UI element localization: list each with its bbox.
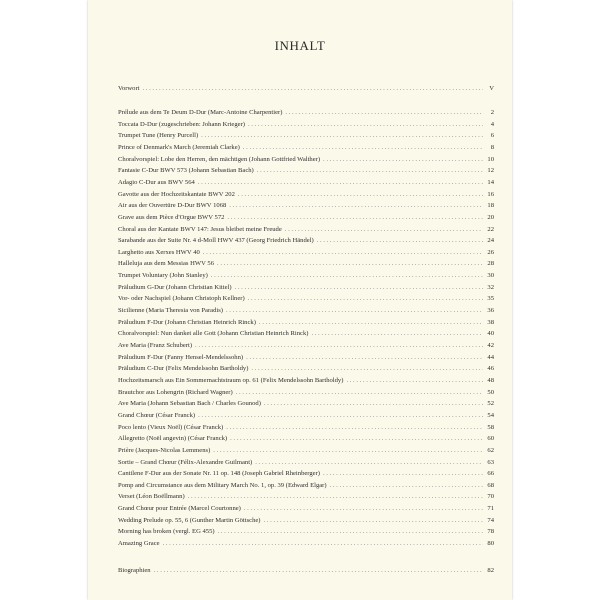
toc-entry-title: Amazing Grace	[118, 540, 160, 548]
page-title: INHALT	[274, 38, 326, 53]
leader-dots	[244, 503, 483, 514]
leader-dots	[235, 282, 483, 293]
toc-entry-page: 63	[487, 458, 494, 466]
toc-entry-title: Prélude aus dem Te Deum D-Dur (Marc-Antoine Charpentier)	[118, 109, 283, 116]
toc-entry-title: Grand Chœur (César Franck)	[118, 411, 196, 419]
toc-row	[118, 107, 494, 118]
toc-row	[118, 305, 494, 316]
toc-row-vorwort	[118, 83, 494, 94]
toc-row	[118, 189, 494, 200]
leader-dots	[243, 142, 483, 153]
toc-entry-page: 74	[487, 516, 494, 524]
leader-dots	[264, 515, 484, 526]
toc-row	[118, 526, 494, 537]
toc-row	[118, 247, 494, 258]
toc-row	[118, 387, 494, 398]
toc-row	[118, 282, 494, 293]
toc-row	[118, 433, 494, 444]
leader-dots	[217, 258, 483, 269]
toc-row	[118, 480, 494, 491]
leader-dots	[211, 270, 483, 281]
leader-dots	[198, 177, 483, 188]
toc-entry-title: Toccata D-Dur (zugeschrieben: Johann Krieger)	[118, 120, 245, 128]
toc-entry-page: 68	[487, 481, 494, 489]
toc-row	[118, 468, 494, 479]
toc-row	[118, 293, 494, 304]
toc-row	[118, 270, 494, 281]
toc-row	[118, 235, 494, 246]
leader-dots	[154, 565, 483, 576]
toc-entry-page: 54	[487, 411, 494, 419]
leader-dots	[317, 235, 483, 246]
leader-dots	[285, 107, 483, 118]
leader-dots	[226, 422, 483, 433]
leader-dots	[248, 119, 483, 130]
toc-entry-title: Ave Maria (Johann Sebastian Bach / Charles Gounod)	[118, 400, 261, 408]
toc-entry-page: 26	[487, 248, 494, 256]
toc-entry-page: 42	[487, 342, 494, 349]
toc-entry-page: 60	[487, 435, 494, 443]
leader-dots	[257, 165, 483, 176]
toc-entry-page: 8	[490, 143, 494, 151]
toc-entry-title: Choralvorspiel: Lobe den Herren, den mächtigen (Johann Gottfried Walther)	[118, 155, 321, 163]
toc-row	[118, 200, 494, 211]
toc-entry-page: 14	[487, 178, 494, 186]
toc-entry-page: 58	[487, 423, 494, 431]
toc-row-biographien	[118, 565, 494, 576]
toc-row	[118, 491, 494, 502]
toc-row	[118, 119, 494, 130]
toc-row	[118, 515, 494, 526]
toc-entry-title: Wedding Prelude op. 55, 6 (Gunther Martin Göttsche)	[118, 516, 261, 524]
toc-entry-title: Sarabande aus der Suite Nr. 4 d-Moll HWV 437 (Georg Friedrich Händel)	[118, 237, 314, 245]
toc-entry-title: Grave aus dem Pièce d'Orgue BWV 572	[118, 213, 225, 221]
leader-dots	[251, 363, 483, 374]
leader-dots	[236, 387, 483, 398]
leader-dots	[201, 130, 483, 141]
toc-entry-page: 35	[487, 295, 494, 303]
toc-entry-page: 44	[487, 353, 494, 361]
toc-row	[118, 410, 494, 421]
toc-row	[118, 340, 494, 351]
toc-entry-title: Präludium F-Dur (Johann Christian Heinrich Rinck)	[118, 318, 256, 326]
leader-dots	[213, 445, 483, 456]
toc-entry-title: Cantilene F-Dur aus der Sonate Nr. 11 op. 148 (Joseph Gabriel Rheinberger)	[118, 470, 320, 478]
leader-dots	[248, 293, 483, 304]
leader-dots	[203, 247, 483, 258]
leader-dots	[227, 212, 483, 223]
toc-row	[118, 212, 494, 223]
leader-dots	[323, 154, 483, 165]
toc-entry-page: 2	[490, 109, 494, 116]
toc-entry-page: 66	[487, 470, 494, 478]
book-page	[88, 0, 512, 600]
toc-entry-page: 80	[487, 540, 494, 548]
toc-entry-title: Vor- oder Nachspiel (Johann Christoph Kellner)	[118, 295, 245, 303]
toc-entry-page: 48	[487, 376, 494, 384]
toc-row	[118, 154, 494, 165]
toc-entry-title: Präludium G-Dur (Johann Christian Kittel)	[118, 283, 232, 291]
toc-entry-title: Air aus der Ouvertüre D-Dur BWV 1068	[118, 202, 227, 210]
toc-entry-page: 6	[490, 132, 494, 140]
toc-entry-title: Prince of Denmark's March (Jeremiah Clarke)	[118, 143, 240, 151]
toc-entry-title: Adagio C-Dur aus BWV 564	[118, 178, 195, 186]
toc-row	[118, 224, 494, 235]
toc-row	[118, 352, 494, 363]
toc-entry-page: 71	[487, 505, 494, 513]
toc-entry-title: Choralvorspiel: Nun danket alle Gott (Johann Christian Heinrich Rinck)	[118, 330, 309, 338]
toc-row	[118, 258, 494, 269]
toc-entry-title: Fantasie C-Dur BWV 573 (Johann Sebastian Bach)	[118, 167, 254, 175]
toc-entry-page: 22	[487, 225, 494, 233]
toc-entry-title: Trumpet Voluntary (John Stanley)	[118, 272, 208, 280]
leader-dots	[143, 83, 484, 94]
toc-entry-title: Prière (Jacques-Nicolas Lemmens)	[118, 446, 211, 454]
toc-row	[118, 317, 494, 328]
toc-entry-title: Poco lento (Vieux Noël) (César Franck)	[118, 423, 224, 431]
toc-entry-title: Halleluja aus dem Messias HWV 56	[118, 260, 215, 268]
toc-entry-title: Präludium C-Dur (Felix Mendelssohn Bartholdy)	[118, 365, 249, 373]
toc-entry-title: Gavotte aus der Hochzeitskantate BWV 202	[118, 190, 235, 198]
leader-dots	[238, 189, 483, 200]
toc-row	[118, 177, 494, 188]
toc-entry-page: 38	[487, 318, 494, 326]
toc-entry-page: 10	[487, 155, 494, 163]
toc-entry-page: 50	[487, 388, 494, 396]
toc-row	[118, 165, 494, 176]
toc-entry-page: 4	[490, 120, 494, 128]
leader-dots	[255, 457, 483, 468]
toc-entry-page: 40	[487, 330, 494, 338]
toc-entry-page: 36	[487, 307, 494, 315]
toc-row	[118, 422, 494, 433]
leader-dots	[285, 224, 483, 235]
toc-row	[118, 457, 494, 468]
toc-entry-title: Sortie – Grand Chœur (Félix-Alexandre Guilmant)	[118, 458, 253, 466]
leader-dots	[163, 538, 483, 549]
toc-entry-title: Choral aus der Kantate BWV 147: Jesus bleibet meine Freude	[118, 225, 282, 233]
toc-entry-page: V	[489, 85, 494, 92]
toc-entry-page: 78	[487, 528, 494, 536]
leader-dots	[188, 491, 483, 502]
toc-entry-page: 16	[487, 190, 494, 198]
toc-entry-title: Larghetto aus Xerxes HWV 40	[118, 248, 200, 256]
leader-dots	[230, 433, 483, 444]
leader-dots	[330, 480, 483, 491]
toc-row	[118, 363, 494, 374]
toc-row	[118, 503, 494, 514]
leader-dots	[218, 526, 483, 537]
toc-entry-page: 62	[487, 446, 494, 454]
toc-entry-page: 46	[487, 365, 494, 373]
toc-entry-title: Morning has broken (vergl. EG 455)	[118, 528, 215, 536]
toc-entry-page: 18	[487, 202, 494, 210]
leader-dots	[259, 317, 483, 328]
leader-dots	[198, 410, 483, 421]
toc-entry-page: 20	[487, 213, 494, 221]
leader-dots	[229, 200, 483, 211]
toc-entry-page: 52	[487, 400, 494, 408]
toc-row	[118, 328, 494, 339]
toc-entry-page: 30	[487, 272, 494, 280]
toc-entry-page: 12	[487, 167, 494, 175]
toc-row	[118, 375, 494, 386]
toc-entry-title: Vorwort	[118, 85, 140, 92]
toc-entry-page: 24	[487, 237, 494, 245]
toc-entry-page: 32	[487, 283, 494, 291]
toc-entry-page: 28	[487, 260, 494, 268]
leader-dots	[323, 468, 483, 479]
leader-dots	[226, 305, 483, 316]
toc-entry-title: Brautchor aus Lohengrin (Richard Wagner)	[118, 388, 233, 396]
toc-entry-title: Pomp and Circumstance aus dem Military March No. 1, op. 39 (Edward Elgar)	[118, 481, 327, 489]
toc-entry-title: Biographien	[118, 567, 151, 574]
leader-dots	[264, 398, 483, 409]
toc-row	[118, 398, 494, 409]
toc-entry-page: 70	[487, 493, 494, 501]
toc-entry-page: 82	[487, 567, 494, 574]
toc-entry-title: Allegretto (Noël angevin) (César Franck)	[118, 435, 228, 443]
toc-row	[118, 142, 494, 153]
toc-entry-title: Verset (Léon Boëllmann)	[118, 493, 185, 501]
toc-entry-title: Präludium F-Dur (Fanny Hensel-Mendelssohn)	[118, 353, 244, 361]
leader-dots	[195, 340, 483, 351]
toc-row	[118, 130, 494, 141]
leader-dots	[311, 328, 483, 339]
toc-entry-title: Ave Maria (Franz Schubert)	[118, 342, 193, 349]
leader-dots	[346, 375, 483, 386]
toc-entry-title: Grand Chœur pour Entrée (Marcel Courtonne)	[118, 505, 241, 513]
toc-row	[118, 445, 494, 456]
toc-entry-title: Hochzeitsmarsch aus Ein Sommernachtstraum op. 61 (Felix Mendelssohn Bartholdy)	[118, 376, 344, 384]
leader-dots	[246, 352, 483, 363]
toc-entry-title: Trumpet Tune (Henry Purcell)	[118, 132, 199, 140]
toc-row	[118, 538, 494, 549]
toc-entry-title: Sicilienne (Maria Theresia von Paradis)	[118, 307, 223, 315]
